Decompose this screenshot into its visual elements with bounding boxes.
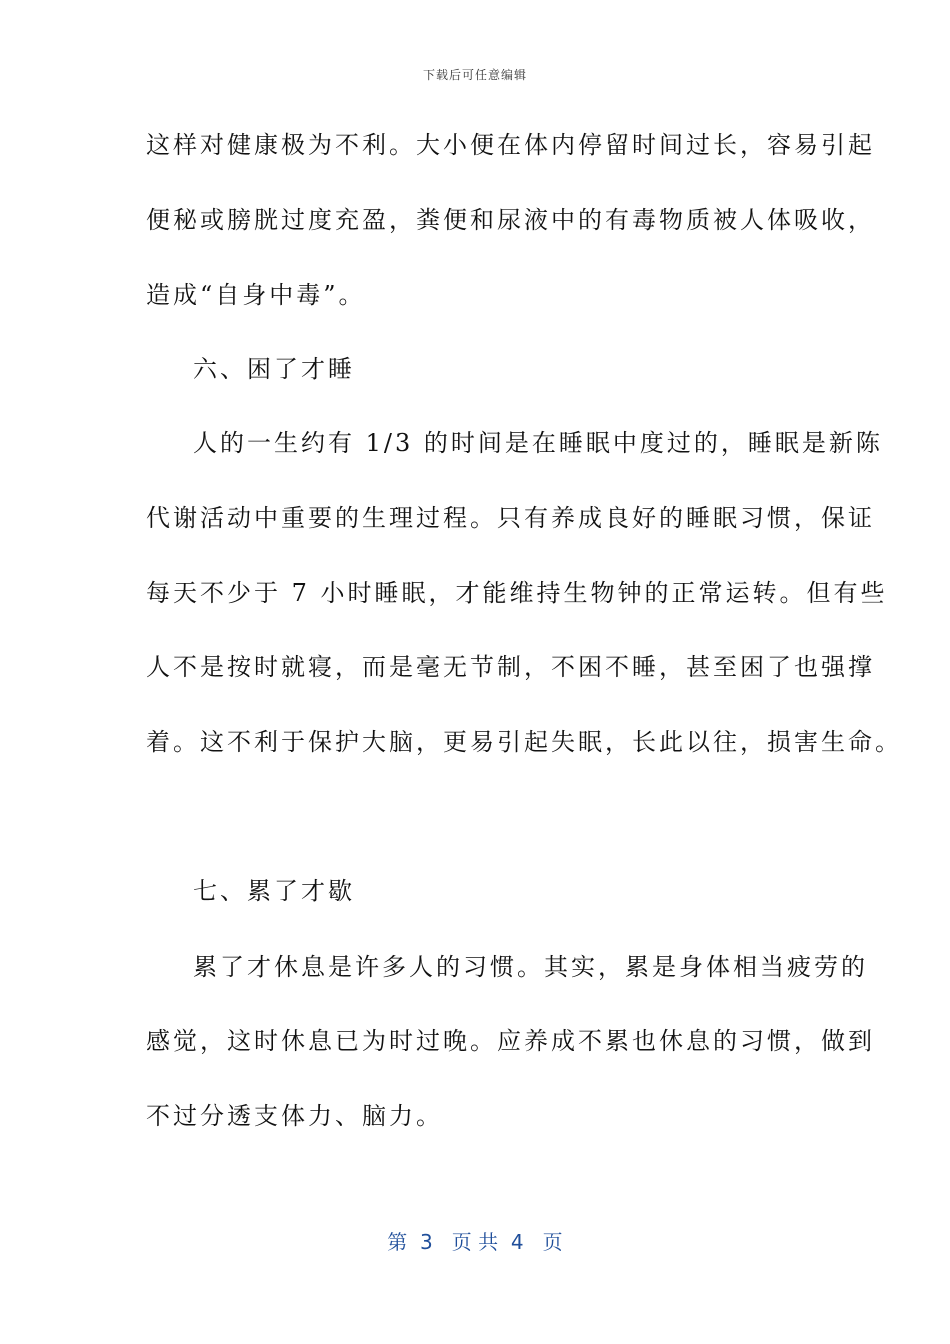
text-line: 着。这不利于保护大脑，更易引起失眠，长此以往，损害生命。 xyxy=(146,728,902,756)
text-line: 便秘或膀胱过度充盈，粪便和尿液中的有毒物质被人体吸收， xyxy=(146,206,875,234)
text-line: 不过分透支体力、脑力。 xyxy=(146,1102,443,1130)
text-line: 人的一生约有 1/3 的时间是在睡眠中度过的，睡眠是新陈 xyxy=(193,429,883,457)
text-line: 感觉，这时休息已为时过晚。应养成不累也休息的习惯，做到 xyxy=(146,1027,875,1055)
page-header: 下载后可任意编辑 xyxy=(422,68,527,82)
text-line: 代谢活动中重要的生理过程。只有养成良好的睡眠习惯，保证 xyxy=(146,504,875,532)
text-line: 这样对健康极为不利。大小便在体内停留时间过长，容易引起 xyxy=(146,131,875,159)
text-line: 造成“自身中毒”。 xyxy=(146,281,366,309)
text-line: 人不是按时就寝，而是毫无节制，不困不睡，甚至困了也强撑 xyxy=(146,653,875,681)
section-heading: 六、困了才睡 xyxy=(193,355,355,383)
text-line: 每天不少于 7 小时睡眠，才能维持生物钟的正常运转。但有些 xyxy=(146,579,888,607)
section-heading: 七、累了才歇 xyxy=(193,877,355,905)
page-footer: 第 3 页 共 4 页 xyxy=(387,1230,563,1254)
text-line: 累了才休息是许多人的习惯。其实，累是身体相当疲劳的 xyxy=(193,953,868,981)
